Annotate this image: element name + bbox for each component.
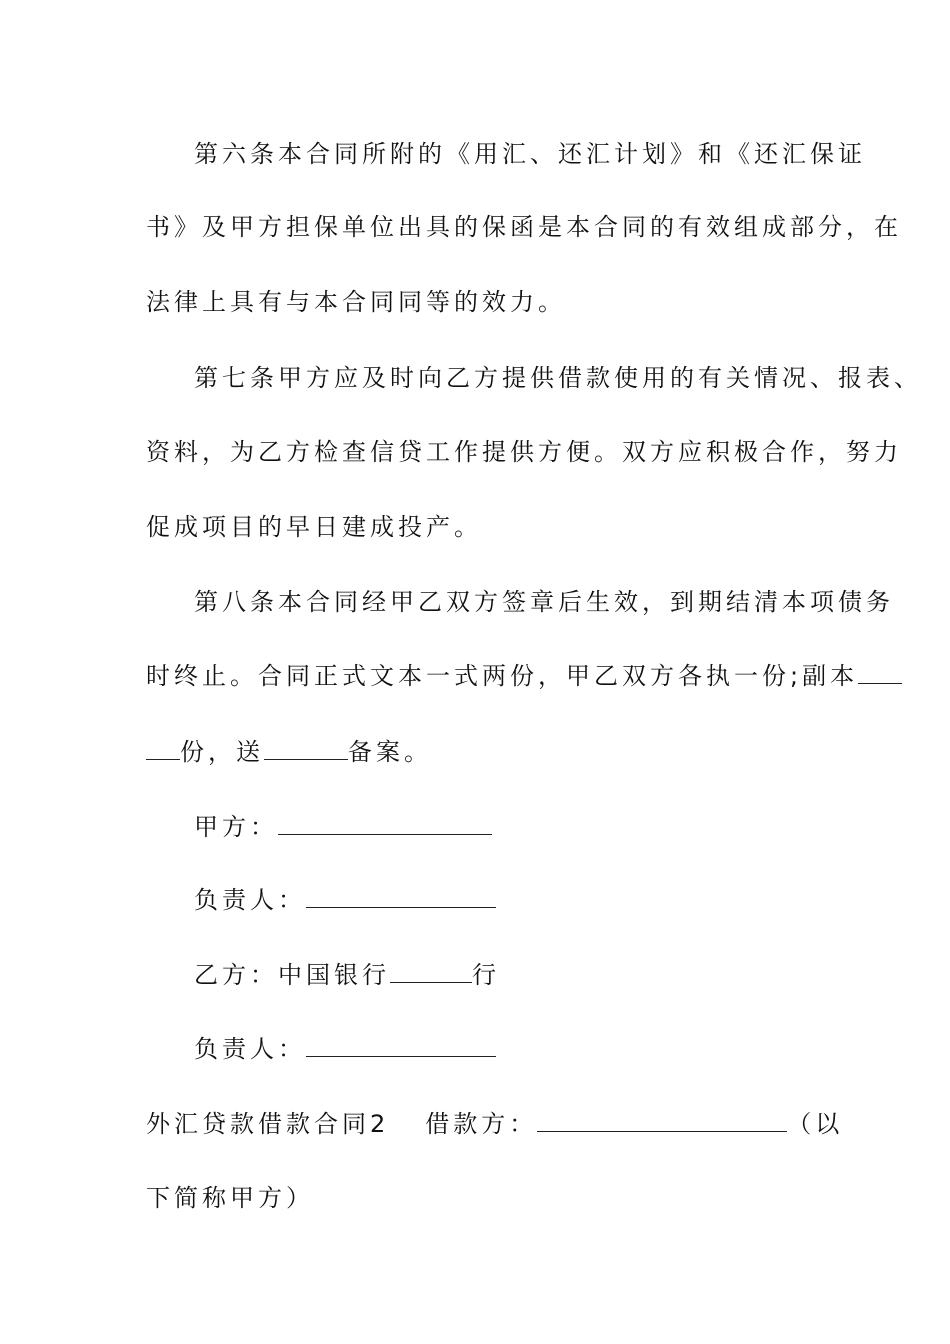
party-a-head-line — [194, 884, 874, 916]
article-6-line-2: 书》及甲方担保单位出具的保函是本合同的有效组成部分，在 — [146, 213, 902, 241]
borrower-blank[interactable] — [537, 1109, 787, 1132]
party-b-head-blank[interactable] — [306, 1034, 496, 1057]
party-b-label: 乙方：中国银行 — [194, 961, 390, 989]
party-b-head-label: 负责人： — [194, 1035, 306, 1063]
party-a-head-label: 负责人： — [194, 886, 306, 914]
party-b-line — [194, 959, 874, 991]
article-8-line-2-text: 时终止。合同正式文本一式两份，甲乙双方各执一份;副本 — [146, 662, 859, 690]
contract-2-heading-line — [146, 1108, 844, 1140]
article-8-line-2 — [146, 660, 859, 692]
contract-2-title: 外汇贷款借款合同2 — [146, 1110, 390, 1138]
filing-text: 备案。 — [348, 738, 432, 766]
party-a-line — [194, 811, 874, 843]
article-8-line-3 — [146, 736, 826, 768]
copies-blank-start[interactable] — [858, 661, 902, 684]
party-a-label: 甲方： — [194, 813, 278, 841]
article-6-line-3: 法律上具有与本合同同等的效力。 — [146, 288, 566, 316]
copies-blank-end[interactable] — [146, 737, 180, 760]
party-b-branch-blank[interactable] — [390, 960, 472, 983]
article-8-line-1: 第八条本合同经甲乙双方签章后生效，到期结清本项债务 — [194, 588, 894, 616]
article-7-line-1: 第七条甲方应及时向乙方提供借款使用的有关情况、报表、 — [194, 364, 922, 392]
article-6-line-1: 第六条本合同所附的《用汇、还汇计划》和《还汇保证 — [194, 140, 866, 168]
party-a-head-blank[interactable] — [306, 885, 496, 908]
abbreviation-open: （以 — [787, 1110, 844, 1138]
borrower-label: 借款方： — [425, 1110, 538, 1138]
party-a-blank[interactable] — [278, 812, 492, 835]
article-7-line-2: 资料，为乙方检查信贷工作提供方便。双方应积极合作，努力 — [146, 438, 902, 466]
copies-text: 份，送 — [180, 738, 264, 766]
article-7-line-3: 促成项目的早日建成投产。 — [146, 513, 482, 541]
filing-recipient-blank[interactable] — [264, 737, 348, 760]
contract-2-line-2: 下简称甲方） — [146, 1184, 314, 1212]
party-b-suffix: 行 — [472, 961, 500, 989]
party-b-head-line — [194, 1033, 874, 1065]
